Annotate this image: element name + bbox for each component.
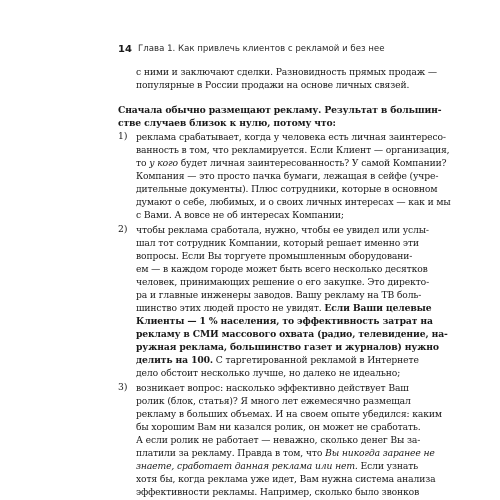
lead-line-2: стве случаев близок к нулю, потому что:	[118, 118, 336, 129]
item-1-line-3	[136, 157, 446, 170]
page-header	[118, 44, 468, 58]
item-2-line-11	[136, 354, 419, 367]
item-1-line-3-post: будет личная заинтересованность? У самой Компании?	[177, 158, 447, 169]
item-1-line-7: с Вами. А вовсе не об интересах Компании;	[136, 210, 344, 221]
item-3-line-2: ролик (блок, статья)? Я много лет ежемесячно размещал	[136, 396, 411, 407]
item-2-line-2: шал тот сотрудник Компании, который решает именно эти	[136, 238, 419, 249]
item-2-line-3: вопросы. Если Вы торгуете промышленным оборудовани-	[136, 251, 413, 262]
item-3-line-3: рекламу в больших объемах. И на своем опыте убедился: каким	[136, 409, 442, 420]
item-1-line-4: Компания — это просто пачка бумаги, лежащая в сейфе (учре-	[136, 171, 439, 182]
item-3-line-7-text: Если узнать	[360, 461, 419, 472]
list-marker-3: 3)	[118, 382, 128, 393]
item-1-line-3-pre: то	[136, 158, 150, 169]
item-2-line-11-text: С таргетированной рекламой в Интернете	[215, 355, 419, 366]
item-3-line-4: бы хорошим Вам ни казался ролик, он может не сработать.	[136, 422, 421, 433]
item-3-line-8: хотя бы, когда реклама уже идет, Вам нужна система анализа	[136, 474, 436, 485]
item-3-line-1: возникает вопрос: насколько эффективно действует Ваш	[136, 383, 409, 394]
page-number: 14	[118, 44, 132, 55]
item-2-line-9: рекламу в СМИ массового охвата (радио, телевидение, на-	[136, 329, 448, 340]
item-3-line-9: эффективности рекламы. Например, сколько было звонков	[136, 487, 420, 498]
item-2-line-6: ра и главные инженеры заводов. Вашу рекламу на ТВ боль-	[136, 290, 422, 301]
item-2-line-8: Клиенты — 1 % населения, то эффективность затрат на	[136, 316, 433, 327]
lead-line-1: Сначала обычно размещают рекламу. Результат в большин-	[118, 105, 442, 116]
list-marker-1: 1)	[118, 131, 128, 142]
item-2-line-4: ем — в каждом городе может быть всего несколько десятков	[136, 264, 428, 275]
item-2-line-7	[136, 302, 431, 315]
item-2-line-7-text: шинство этих людей просто не увидят.	[136, 303, 322, 314]
item-3-line-7	[136, 460, 418, 473]
item-2-line-5: человек, принимающих решение о его закупке. Это директо-	[136, 277, 430, 288]
item-2-line-1: чтобы реклама сработала, нужно, чтобы ее увидел или услы-	[136, 225, 429, 236]
item-1-line-1: реклама срабатывает, когда у человека есть личная заинтересо-	[136, 132, 446, 143]
item-2-line-10: ружная реклама, большинство газет и журналов) нужно	[136, 342, 439, 353]
item-2-line-12: дело обстоит несколько лучше, но далеко не идеально;	[136, 368, 401, 379]
item-1-line-6: думают о себе, любимых, и о своих личных интересах — как и мы	[136, 197, 451, 208]
item-2-bold-start: Если Ваши целевые	[324, 303, 432, 314]
item-3-line-5: А если ролик не работает — неважно, сколько денег Вы за-	[136, 435, 421, 446]
running-head: Глава 1. Как привлечь клиентов с рекламой и без нее	[138, 44, 385, 54]
intro-line-2: популярные в России продажи на основе личных связей.	[136, 80, 410, 91]
item-3-italic-tail: Вы никогда заранее не	[325, 448, 435, 459]
item-2-bold-end: делить на 100.	[136, 355, 213, 366]
list-marker-2: 2)	[118, 224, 128, 235]
item-3-line-6	[136, 447, 435, 460]
item-3-italic-head: знаете, сработает данная реклама или нет.	[136, 461, 358, 472]
intro-line-1: с ними и заключают сделки. Разновидность прямых продаж —	[136, 67, 437, 78]
item-1-line-2: ванность в том, что рекламируется. Если Клиент — организация,	[136, 145, 450, 156]
item-1-line-5: дительные документы). Плюс сотрудники, которые в основном	[136, 184, 438, 195]
item-3-line-6-text: платили за рекламу. Правда в том, что	[136, 448, 323, 459]
item-1-italic: у кого	[149, 158, 178, 169]
